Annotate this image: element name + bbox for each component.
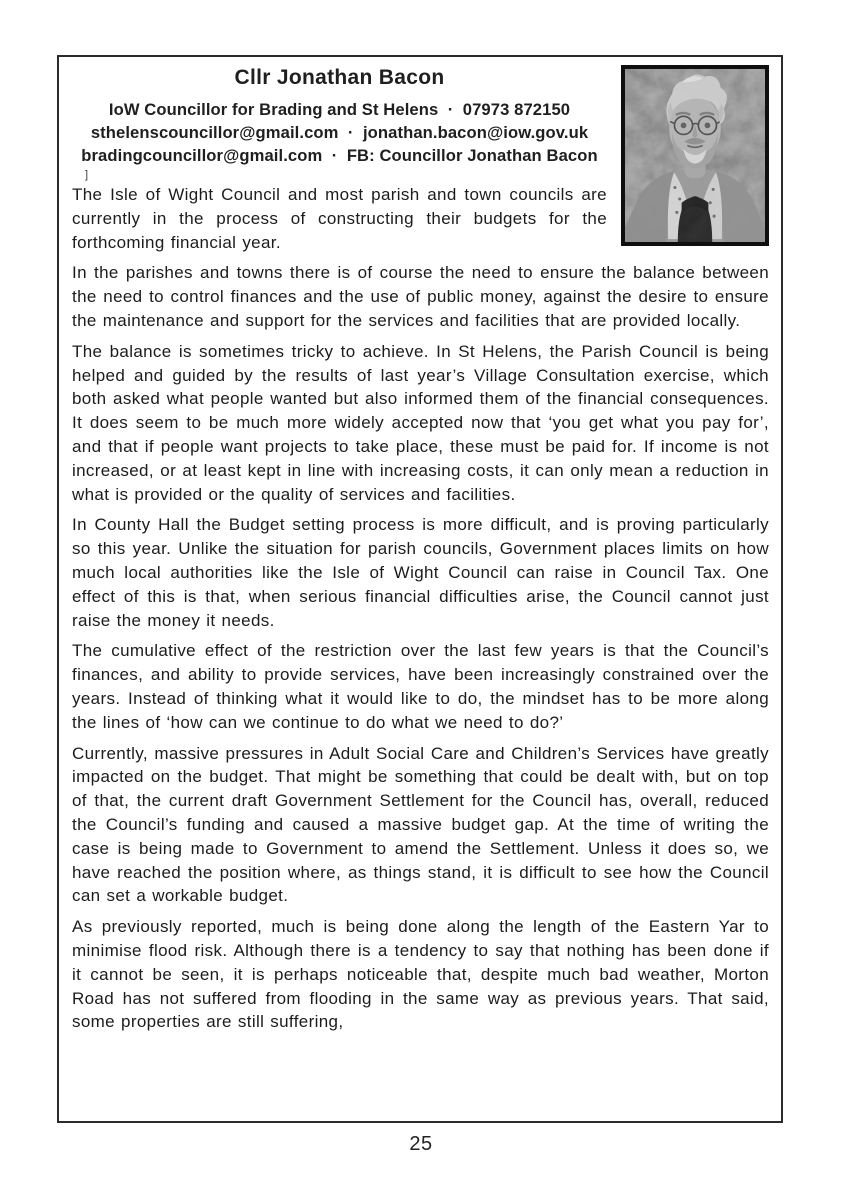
- paragraph-budget-gap: Currently, massive pressures in Adult Social Care and Children’s Services have greatly impacted on the budget. That might be something that could be dealt with, but on top of that, the current draft Government Settlement for the Council has, overall, reduced the Council’s funding and caused a massive budget gap. At the time of writing the case is being made to Government to amend the Settlement. Unless it does so, we have reached the position where, as things stand, it is difficult to see how the Council can set a workable budget.: [72, 743, 769, 906]
- councillor-photo: [621, 65, 769, 246]
- article-body: [72, 183, 769, 1034]
- paragraph-county-hall-budget: In County Hall the Budget setting process is more difficult, and is proving particularly so this year. Unlike the situation for parish councils, Government places limits on how much local authorities like the Isle of Wight Council can raise in Council Tax. One effect of this is that, when serious financial difficulties arise, the Council cannot just raise the money it needs.: [72, 515, 769, 630]
- page-number: 25: [409, 1133, 433, 1155]
- contact-line-email-facebook: bradingcouncillor@gmail.com · FB: Councillor Jonathan Bacon: [81, 146, 598, 165]
- paragraph-cumulative-effect: The cumulative effect of the restriction over the last few years is that the Council’s finances, and ability to provide services, have been increasingly constrained over the years. Instead of thinking what it would like to do, the mindset has to be more along the lines of ‘how can we continue to do what we need to do?’: [72, 641, 769, 732]
- article-border-frame: [57, 55, 783, 1123]
- page-title: Cllr Jonathan Bacon: [234, 66, 445, 89]
- paragraph-parish-balance: In the parishes and towns there is of course the need to ensure the balance between the need to control finances and the use of public money, against the desire to ensure the maintenance and support for the services and facilities that are provided locally.: [72, 263, 769, 330]
- paragraph-budgets-intro: The Isle of Wight Council and most parish and town councils are currently in the process of constructing their budgets for the forthcoming financial year.: [72, 185, 607, 252]
- stray-bracket-mark: ]: [85, 169, 89, 181]
- paragraph-st-helens-consultation: The balance is sometimes tricky to achieve. In St Helens, the Parish Council is being helped and guided by the results of last year’s Village Consultation exercise, which both asked what people wanted but also informed them of the financial consequences. It does seem to be much more widely accepted now that ‘you get what you pay for’, and that if people want projects to take place, these must be paid for. If income is not increased, or at least kept in line with increasing costs, it can only mean a reduction in what is provided or the quality of services and facilities.: [72, 341, 769, 504]
- paragraph-eastern-yar-flooding: As previously reported, much is being done along the length of the Eastern Yar to minimise flood risk. Although there is a tendency to say that nothing has been done if it cannot be seen, it is perhaps noticeable that, despite much bad weather, Morton Road has not suffered from flooding in the same way as previous years. That said, some properties are still suffering,: [72, 917, 769, 1032]
- councillor-photo-graphic: [625, 69, 765, 242]
- contact-line-emails: sthelenscouncillor@gmail.com · jonathan.bacon@iow.gov.uk: [90, 123, 589, 142]
- contact-line-role-phone: IoW Councillor for Brading and St Helens · 07973 872150: [108, 100, 571, 119]
